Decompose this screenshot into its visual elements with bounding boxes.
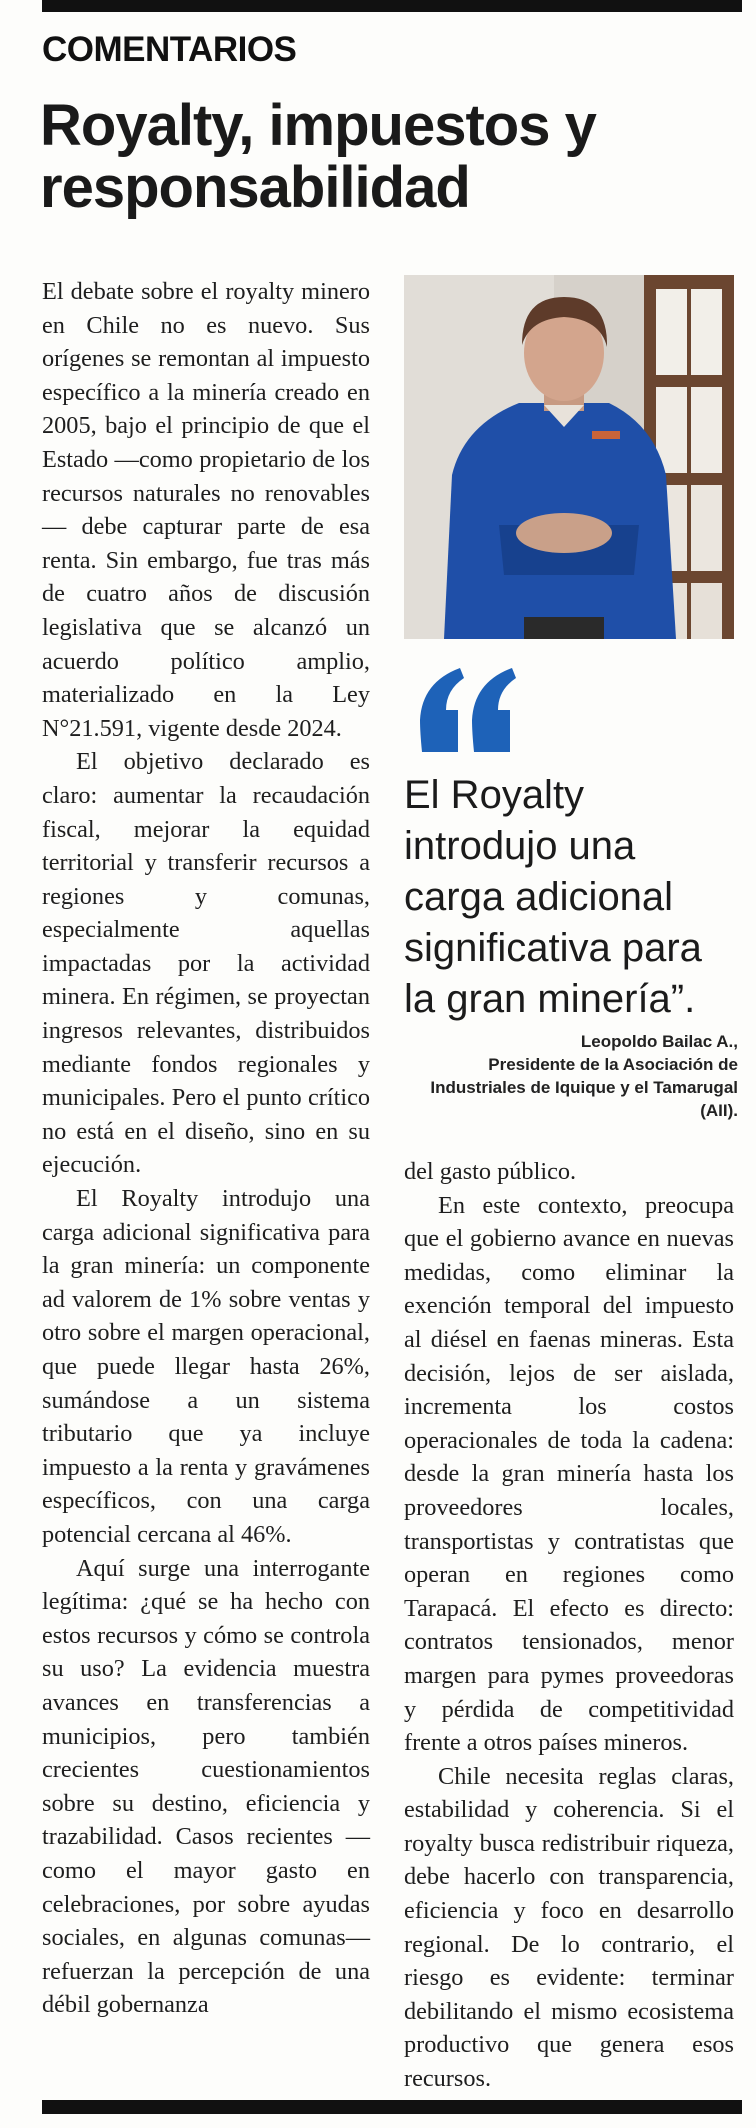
paragraph: En este contexto, preocupa que el gobierno avance en nuevas medidas, como eliminar la exención temporal del impuesto al diésel en faenas mineras. Esta decisión, lejos de ser aislada, incrementa los costos operacionales de toda la cadena: desde la gran minería hasta los proveedores locales, transportistas y contratistas que operan en regiones como Tarapacá. El efecto es directo: contratos tensionados, menor margen para pymes proveedoras y pérdida de competitividad frente a otros países mineros. bbox=[404, 1191, 734, 1757]
pull-quote: El Royalty introdujo una carga adicional significativa para la gran minería”. bbox=[404, 773, 702, 1021]
paragraph: El debate sobre el royalty minero en Chile no es nuevo. Sus orígenes se remontan al impuesto específico a la minería creado en 2005, bajo el principio de que el Estado —como propietario de los recursos naturales no renovables— debe capturar parte de esa renta. Sin embargo, fue tras más de cuatro años de discusión legislativa que se alcanzó un acuerdo político amplio, materializado en la Ley N°21.591, vigente desde 2024. bbox=[42, 278, 370, 742]
section-label: COMENTARIOS bbox=[42, 30, 297, 69]
paragraph: El Royalty introdujo una carga adicional significativa para la gran minería: un componente ad valorem de 1% sobre ventas y otro sobre el margen operacional, que puede llegar hasta 26%, sumándose a un sistema tributario que ya incluye impuesto a la renta y gravámenes específicos, con una carga potencial cercana al 46%. bbox=[42, 1185, 370, 1548]
paragraph: El objetivo declarado es claro: aumentar la recaudación fiscal, mejorar la equidad territorial y transferir recursos a regiones y comunas, especialmente aquellas impactadas por la actividad minera. En régimen, se proyectan ingresos relevantes, distribuidos mediante fondos regionales y municipales. Pero el punto crítico no está en el diseño, sino en su ejecución. bbox=[42, 748, 370, 1179]
right-column bbox=[404, 1155, 734, 2096]
top-rule bbox=[42, 0, 742, 12]
left-column bbox=[42, 275, 370, 2022]
paragraph: Chile necesita reglas claras, estabilidad y coherencia. Si el royalty busca redistribuir riqueza, debe hacerlo con transparencia, eficiencia y foco en desarrollo regional. De lo contrario, el riesgo es evidente: terminar debilitando el mismo ecosistema productivo que genera esos recursos. bbox=[404, 1762, 734, 2093]
paragraph: Aquí surge una interrogante legítima: ¿qué se ha hecho con estos recursos y cómo se controla su uso? La evidencia muestra avances en transferencias a municipios, pero también crecientes cuestionamientos sobre su destino, eficiencia y trazabilidad. Casos recientes —como el mayor gasto en celebraciones, por sobre ayudas sociales, en algunas comunas— refuerzan la percepción de una débil gobernanza bbox=[42, 1554, 370, 2019]
author-portrait-illustration bbox=[404, 275, 734, 639]
quote-icon bbox=[412, 660, 522, 760]
paragraph: del gasto público. bbox=[404, 1158, 577, 1185]
bottom-rule bbox=[42, 2100, 742, 2114]
author-title: Presidente de la Asociación de Industriales de Iquique y el Tamarugal (AII). bbox=[430, 1055, 738, 1120]
author-photo bbox=[404, 275, 734, 639]
author-name: Leopoldo Bailac A., bbox=[580, 1032, 738, 1051]
author-byline bbox=[404, 1030, 738, 1122]
headline: Royalty, impuestos y responsabilidad bbox=[40, 93, 596, 220]
